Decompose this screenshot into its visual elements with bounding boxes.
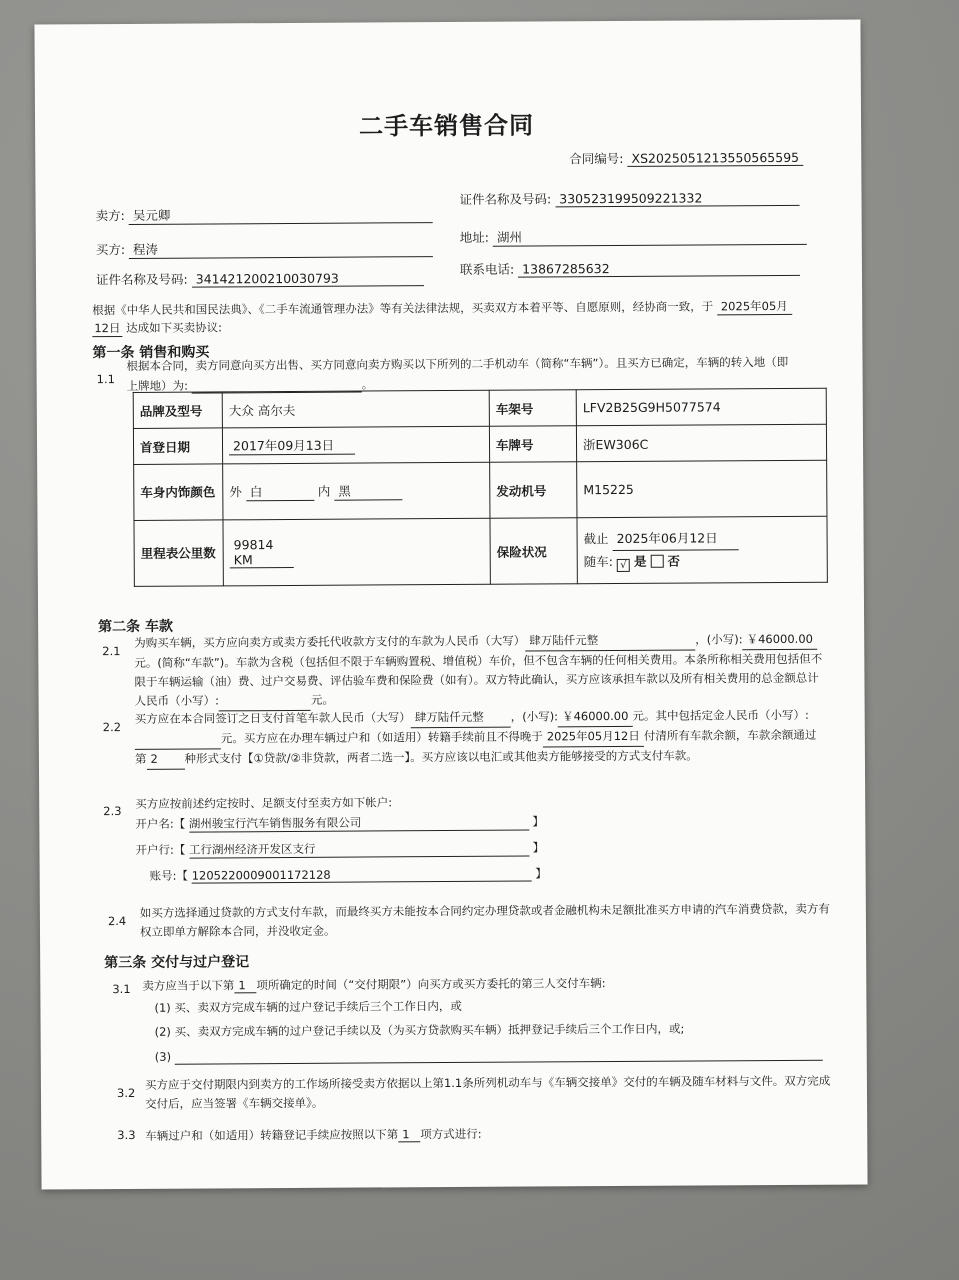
article-3-3-text: 车辆过户和（如适用）转籍登记手续应按照以下第 1 项方式进行:	[145, 1126, 482, 1143]
option-1: (1) 买、卖双方完成车辆的过户登记手续后三个工作日内，或	[154, 998, 462, 1015]
checkbox-no[interactable]	[650, 555, 663, 568]
mileage-label: 里程表公里数	[134, 520, 223, 587]
exterior-color: 白	[246, 482, 314, 501]
account-name: 湖州骏宝行汽车销售服务有限公司	[189, 814, 529, 833]
article-3-1-text: 卖方应当于以下第 1 项所确定的时间（“交付期限”）向买方或买方委托的第三人交付车辆:	[142, 976, 606, 993]
contract-page: 二手车销售合同 合同编号: XS2025051213550565595 卖方: 吴元卿 证件名称及号码: 330523199509221332 买方: 程涛 地址: 湖州 证件名称及号码: 341421200210030793 联系电话: 13867285632 根据《中华人民共和国民法典》、《二手车流通管理办法》等有关法律法规，买卖双方本着平等、自愿原则，经协商一致，于 2025年05月 12日 达成如下买卖协议: 第一条 销售和购买 1.1 根据本合同，卖方同意向买方出售、买方同意向卖方购买以下所列的二手机动车（简称“车辆”）。且买方已确定，车辆的转入地（即 上牌地）为: 。 品牌及型号 大众 高尔夫 车架号 LFV2B25G9H5077574 首登日期 2017年09月13日 车牌号 浙EW306C 车身内饰颜色 外 白 内 黑 发动机号 M15225 里程表公里数 99814 KM 保险状况 截止 2025年06月12日 随车: √ 是 否 第二条 车款 2.1 为购买车辆，买方应向卖方或卖方委托代收款方支付的车款为人民币（大写） 肆万陆仟元整 ，(小写): ￥46000.00元。(简称“车款”)。车款为含税（包括但不限于车辆购置税、增值税）车价，但不包含车辆的任何相关费用。本条所称相关费用包括但不限于车辆运输（油）费、过户交易费、评估验车费和保险费（如有）。双方特此确认，买方应该承担车款以及所有相关费用的总金额总计人民币（小写）: 元。 2.2 买方应在本合同签订之日支付首笔车款人民币（大写） 肆万陆仟元整 ，(小写): ￥46000.00 元。其中包括定金人民币（小写）: 元。买方应在办理车辆过户和（如适用）转籍手续前且不得晚于 2025年05月12日 付清所有车款余额，车款余额通过第 2 种形式支付【①贷款/②非贷款，两者二选一】。买方应该以电汇或其他卖方能够接受的方式支付车款。 2.3 买方应按前述约定按时、足额支付至卖方如下帐户: 开户名:【 湖州骏宝行汽车销售服务有限公司 】 开户行:【 工行湖州经济开发区支行 】 账号:【 1205220009001172128 】 2.4 如买方选择通过贷款的方式支付车款，而最终买方未能按本合同约定办理贷款或者金融机构未足额批准买方申请的汽车消费贷款，卖方有权立即单方解除本合同，并没收定金。 第三条 交付与过户登记 3.1 卖方应当于以下第 1 项所确定的时间（“交付期限”）向买方或买方委托的第三人交付车辆: (1) 买、卖双方完成车辆的过户登记手续后三个工作日内，或 (2) 买、卖双方完成车辆的过户登记手续以及（为买方贷款购买车辆）抵押登记手续后三个工作日内，或; (3) 3.2 买方应于交付期限内到卖方的工作场所接受卖方依据以上第1.1条所列机动车与《车辆交接单》交付的车辆及随车材料与文件。双方完成交付后，应当签署《车辆交接单》。 3.3 车辆过户和（如适用）转籍登记手续应按照以下第 1 项方式进行:	[34, 19, 867, 1189]
article-1-destination: 上牌地）为: 。	[126, 377, 374, 393]
brand-label: 品牌及型号	[133, 392, 222, 429]
reg-date-label: 首登日期	[133, 428, 222, 465]
preamble-line2: 12日 达成如下买卖协议:	[92, 319, 222, 337]
vin-label: 车架号	[489, 390, 576, 427]
article-2-4-text: 如买方选择通过贷款的方式支付车款，而最终买方未能按本合同约定办理贷款或者金融机构未足额批准买方申请的汽车消费贷款，卖方有权立即单方解除本合同，并没收定金。	[139, 901, 830, 939]
insurance-label: 保险状况	[490, 518, 577, 585]
buyer-name-field: 买方: 程涛	[96, 238, 433, 259]
account-name-row: 开户名:【 湖州骏宝行汽车销售服务有限公司 】	[135, 814, 545, 831]
article-2-2-text: 买方应在本合同签订之日支付首笔车款人民币（大写） 肆万陆仟元整 ，(小写): ￥46000.00 元。其中包括定金人民币（小写）: 元。买方应在办理车辆过户和（如适用）转籍手续前且不得晚于 2025年05月12日 付清所有车款余额，车款余额通过第 2 种形式支付【①贷款/②非贷款，两者二选一】。买方应该以电汇或其他卖方能够接受的方式支付车款。	[135, 706, 825, 770]
engine-value: M15225	[577, 460, 827, 518]
contract-number: 合同编号: XS2025051213550565595	[569, 148, 803, 167]
vehicle-info-table: 品牌及型号 大众 高尔夫 车架号 LFV2B25G9H5077574 首登日期 2017年09月13日 车牌号 浙EW306C 车身内饰颜色 外 白 内 黑 发动机号 M15225 里程表公里数 99814 KM 保险状况 截止 2025年06月12日 随车: √ 是 否	[133, 388, 828, 587]
document-title: 二手车销售合同	[358, 111, 535, 141]
account-bank-row: 开户行:【 工行湖州经济开发区支行 】	[135, 840, 545, 857]
preamble-line1: 根据《中华人民共和国民法典》、《二手车流通管理办法》等有关法律法规，买卖双方本着平等、自愿原则，经协商一致，于 2025年05月	[92, 298, 792, 319]
engine-label: 发动机号	[490, 462, 577, 519]
article-2-title: 第二条 车款	[98, 618, 174, 636]
article-2-3-text: 买方应按前述约定按时、足额支付至卖方如下帐户:	[135, 795, 393, 811]
buyer-phone-field: 联系电话: 13867285632	[460, 258, 800, 278]
checkbox-yes[interactable]: √	[617, 559, 630, 572]
contract-number-value: XS2025051213550565595	[627, 150, 803, 167]
article-3-2-text: 买方应于交付期限内到卖方的工作场所接受卖方依据以上第1.1条所列机动车与《车辆交接单》交付的车辆及随车材料与文件。双方完成交付后，应当签署《车辆交接单》。	[144, 1073, 831, 1111]
option-3: (3)	[155, 1046, 823, 1065]
plate-label: 车牌号	[489, 426, 576, 463]
color-label: 车身内饰颜色	[134, 464, 223, 521]
seller-name-field: 卖方: 吴元卿	[96, 204, 433, 225]
reg-date-value: 2017年09月13日	[229, 436, 355, 456]
option-2: (2) 买、卖双方完成车辆的过户登记手续以及（为买方贷款购买车辆）抵押登记手续后三个工作日内，或;	[154, 1021, 685, 1039]
interior-color: 黑	[334, 481, 402, 500]
vin-value: LFV2B25G9H5077574	[576, 388, 826, 426]
article-2-1-text: 为购买车辆，买方应向卖方或卖方委托代收款方支付的车款为人民币（大写） 肆万陆仟元整 ，(小写): ￥46000.00元。(简称“车款”)。车款为含税（包括但不限于车辆购置税、增值税）车价，但不包含车辆的任何相关费用。本条所称相关费用包括但不限于车辆运输（油）费、过户交易费、评估验车费和保险费（如有）。双方特此确认，买方应该承担车款以及所有相关费用的总金额总计人民币（小写）: 元。	[134, 630, 824, 712]
article-3-title: 第三条 交付与过户登记	[104, 954, 250, 972]
seller-id-field: 证件名称及号码: 330523199509221332	[459, 188, 799, 208]
article-1-title: 第一条 销售和购买	[92, 344, 210, 362]
plate-value: 浙EW306C	[576, 424, 826, 462]
account-number-row: 账号:【 1205220009001172128 】	[149, 866, 547, 883]
buyer-address-field: 地址: 湖州	[460, 226, 807, 247]
buyer-id-field: 证件名称及号码: 341421200210030793	[96, 268, 424, 288]
brand-value: 大众 高尔夫	[222, 390, 489, 428]
article-1-text: 根据本合同，卖方同意向买方出售、买方同意向卖方购买以下所列的二手机动车（简称“车辆”）。且买方已确定，车辆的转入地（即	[126, 354, 789, 373]
insurance-until: 2025年06月12日	[613, 527, 739, 551]
account-bank: 工行湖州经济开发区支行	[189, 840, 529, 859]
mileage-value: 99814 KM	[230, 537, 294, 568]
account-number: 1205220009001172128	[192, 867, 532, 884]
